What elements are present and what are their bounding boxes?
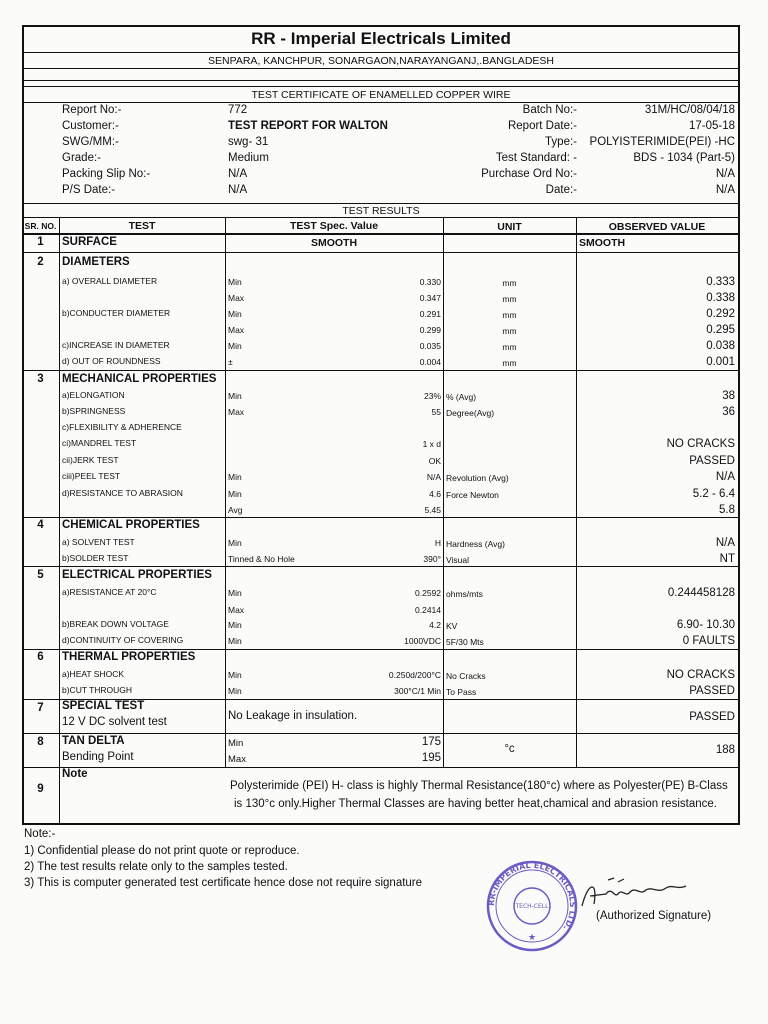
limit-label: Min <box>228 636 242 646</box>
info-value: N/A <box>228 184 248 196</box>
rule <box>22 217 740 218</box>
observed-value: 0.338 <box>706 292 735 304</box>
unit-value: No Cracks <box>446 671 486 681</box>
test-item: b)SPRINGNESS <box>62 406 126 416</box>
rule <box>22 52 740 53</box>
info-value: POLYISTERIMIDE(PEI) -HC <box>589 136 735 148</box>
spec-value: 1 x d <box>422 439 441 449</box>
row-number: 6 <box>37 651 44 663</box>
tan-delta-unit: °c <box>504 743 515 755</box>
test-item: d)CONTINUITY OF COVERING <box>62 635 184 645</box>
info-value: TEST REPORT FOR WALTON <box>228 120 388 132</box>
observed-value: 0.001 <box>706 356 735 368</box>
surface-observed: SMOOTH <box>579 237 626 249</box>
company-stamp <box>484 858 580 954</box>
info-value: N/A <box>715 184 735 196</box>
observed-value: 5.2 - 6.4 <box>692 488 735 500</box>
company-name: RR - Imperial Electricals Limited <box>251 29 511 48</box>
observed-value: NO CRACKS <box>666 669 735 681</box>
spec-value: 0.291 <box>419 309 441 319</box>
info-value: 17-05-18 <box>688 120 735 132</box>
spec-value: 0.2414 <box>415 605 441 615</box>
observed-value: 0.295 <box>706 324 735 336</box>
spec-value: 1000VDC <box>404 636 441 646</box>
limit-label: Min <box>228 538 242 548</box>
test-item: d)RESISTANCE TO ABRASION <box>62 488 183 498</box>
limit-label: Min <box>228 489 242 499</box>
section-title: SURFACE <box>62 236 117 248</box>
footer-note-3: 3) This is computer generated test certificate hence dose not require signature <box>24 877 423 889</box>
observed-value: N/A <box>715 471 735 483</box>
svg-text:RR-IMPERIAL ELECTRICALS LTD. <box>487 861 577 932</box>
test-item: a)RESISTANCE AT 20°C <box>62 587 157 597</box>
rule <box>22 649 740 650</box>
info-label: Report Date:- <box>507 120 577 132</box>
footer-note-2: 2) The test results relate only to the samples tested. <box>24 861 288 873</box>
limit-label: Max <box>228 293 245 303</box>
row-number: 1 <box>37 236 44 248</box>
test-item: b)SOLDER TEST <box>62 553 129 563</box>
info-label: Date:- <box>545 184 577 196</box>
spec-value: 390° <box>423 554 441 564</box>
unit-value: mm <box>502 358 517 368</box>
observed-value: 0 FAULTS <box>682 635 735 647</box>
tan-delta-observed: 188 <box>715 744 735 756</box>
info-value: Medium <box>228 152 269 164</box>
row-number: 5 <box>37 569 44 581</box>
spec-value: N/A <box>426 472 441 482</box>
section-title: MECHANICAL PROPERTIES <box>62 373 217 385</box>
test-item: b)BREAK DOWN VOLTAGE <box>62 619 169 629</box>
col-line <box>59 217 60 824</box>
test-item: b)CONDUCTER DIAMETER <box>62 308 171 318</box>
rule <box>22 86 740 87</box>
footer-note-1: 1) Confidential please do not print quote or reproduce. <box>24 845 300 857</box>
spec-value: 4.2 <box>429 620 441 630</box>
section-title: CHEMICAL PROPERTIES <box>62 519 200 531</box>
limit-label: Min <box>228 309 242 319</box>
spec-value: H <box>434 538 441 548</box>
results-title: TEST RESULTS <box>342 205 420 217</box>
test-item: a)ELONGATION <box>62 390 125 400</box>
col-line <box>225 217 226 767</box>
info-value: N/A <box>715 168 735 180</box>
spec-value: OK <box>428 456 441 466</box>
observed-value: NO CRACKS <box>666 438 735 450</box>
unit-value: To Pass <box>446 687 477 697</box>
spec-value: 23% <box>423 391 441 401</box>
special-test-detail: 12 V DC solvent test <box>62 716 167 728</box>
rule <box>22 566 740 567</box>
test-item: a) OVERALL DIAMETER <box>62 276 158 286</box>
row-number: 3 <box>37 373 44 385</box>
observed-value: PASSED <box>689 685 735 697</box>
observed-value: 0.244458128 <box>667 587 735 599</box>
note-line-1: Polysterimide (PEI) H- class is highly Thermal Resistance(180°c) where as Polyester(PE) B-Class <box>230 780 728 792</box>
spec-value: 0.299 <box>419 325 441 335</box>
row-number: 8 <box>37 736 44 748</box>
rule <box>22 80 740 81</box>
info-value: 31M/HC/08/04/18 <box>644 104 735 116</box>
limit-label: Min <box>228 670 242 680</box>
limit-label: Min <box>228 686 242 696</box>
observed-value: 6.90- 10.30 <box>676 619 735 631</box>
row-number: 4 <box>37 519 44 531</box>
spec-value: 300°C/1 Min <box>394 686 441 696</box>
rule <box>22 252 740 253</box>
stamp-text: RR-IMPERIAL ELECTRICALS LTD. <box>486 860 578 932</box>
observed-value: 0.292 <box>706 308 735 320</box>
info-label: Report No:- <box>62 104 122 116</box>
rule <box>22 203 740 204</box>
row-number: 2 <box>37 256 44 268</box>
info-value: BDS - 1034 (Part-5) <box>633 152 735 164</box>
observed-value: NT <box>719 553 735 565</box>
unit-value: Degree(Avg) <box>446 408 495 418</box>
company-address: SENPARA, KANCHPUR, SONARGAON,NARAYANGANJ,.BANGLADESH <box>208 55 554 67</box>
unit-value: 5F/30 Mts <box>446 637 484 647</box>
unit-value: mm <box>502 294 517 304</box>
info-label: Grade:- <box>62 152 101 164</box>
signature-label: (Authorized Signature) <box>596 910 712 922</box>
limit-label: Tinned & No Hole <box>228 554 295 564</box>
spec-value: 0.2592 <box>415 588 441 598</box>
special-test-spec: No Leakage in insulation. <box>228 710 358 722</box>
rule <box>22 517 740 518</box>
border-top <box>22 25 740 27</box>
test-item: ci)MANDREL TEST <box>62 438 137 448</box>
unit-value: % (Avg) <box>446 392 477 402</box>
test-item: c)INCREASE IN DIAMETER <box>62 340 170 350</box>
limit-label: Avg <box>228 505 243 515</box>
info-value: N/A <box>228 168 248 180</box>
unit-value: mm <box>502 310 517 320</box>
tan-delta-min-value: 175 <box>421 736 441 748</box>
section-title: DIAMETERS <box>62 256 130 268</box>
info-value: swg- 31 <box>228 136 269 148</box>
observed-value: 0.038 <box>706 340 735 352</box>
certificate-title: TEST CERTIFICATE OF ENAMELLED COPPER WIRE <box>251 89 511 101</box>
test-item: d) OUT OF ROUNDNESS <box>62 356 161 366</box>
info-label: Test Standard: - <box>495 152 577 164</box>
unit-value: Force Newton <box>446 490 499 500</box>
section-title: ELECTRICAL PROPERTIES <box>62 569 212 581</box>
spec-value: 0.347 <box>419 293 441 303</box>
rule <box>22 767 740 768</box>
stamp-star-icon: ★ <box>527 932 537 942</box>
limit-label: Min <box>228 391 242 401</box>
test-item: a)HEAT SHOCK <box>62 669 125 679</box>
limit-label: ± <box>228 357 233 367</box>
spec-value: 0.250d/200°C <box>388 670 441 680</box>
test-item: a) SOLVENT TEST <box>62 537 135 547</box>
rule <box>22 823 740 825</box>
unit-value: mm <box>502 278 517 288</box>
info-value: 772 <box>228 104 248 116</box>
row-number: 9 <box>37 783 44 795</box>
special-test-title: SPECIAL TEST <box>62 700 145 712</box>
info-label: Customer:- <box>62 120 119 132</box>
section-title: THERMAL PROPERTIES <box>62 651 196 663</box>
limit-label: Min <box>228 620 242 630</box>
tan-delta-detail: Bending Point <box>62 751 134 763</box>
unit-value: Revolution (Avg) <box>446 473 509 483</box>
header-spec: TEST Spec. Value <box>289 220 379 232</box>
observed-value: PASSED <box>689 455 735 467</box>
rule <box>22 102 740 103</box>
spec-value: 0.035 <box>419 341 441 351</box>
header-unit: UNIT <box>497 221 522 233</box>
note-label: Note <box>62 768 88 780</box>
observed-value: N/A <box>715 537 735 549</box>
unit-value: mm <box>502 326 517 336</box>
header-test: TEST <box>128 220 156 232</box>
header-observed: OBSERVED VALUE <box>608 221 706 233</box>
footer-title: Note:- <box>24 828 56 840</box>
surface-spec: SMOOTH <box>310 237 358 249</box>
unit-value: KV <box>446 621 458 631</box>
border-right <box>738 25 740 825</box>
observed-value: 5.8 <box>719 504 735 516</box>
unit-value: Hardness (Avg) <box>446 539 505 549</box>
limit-label: Min <box>228 277 242 287</box>
spec-value: 55 <box>431 407 441 417</box>
observed-value: 38 <box>722 390 735 402</box>
rule <box>22 733 740 734</box>
spec-value: 0.004 <box>419 357 441 367</box>
tan-delta-max-value: 195 <box>421 752 441 764</box>
tan-delta-max-label: Max <box>228 754 246 765</box>
info-label: SWG/MM:- <box>62 136 119 148</box>
test-item: ciii)PEEL TEST <box>62 471 121 481</box>
limit-label: Min <box>228 472 242 482</box>
special-test-observed: PASSED <box>689 711 735 723</box>
tan-delta-title: TAN DELTA <box>62 735 125 747</box>
test-item: b)CUT THROUGH <box>62 685 133 695</box>
observed-value: 36 <box>722 406 735 418</box>
info-label: Purchase Ord No:- <box>481 168 577 180</box>
info-label: Packing Slip No:- <box>62 168 151 180</box>
observed-value: 0.333 <box>706 276 735 288</box>
limit-label: Max <box>228 325 245 335</box>
unit-value: Visual <box>446 555 469 565</box>
limit-label: Min <box>228 341 242 351</box>
spec-value: 4.6 <box>429 489 441 499</box>
info-label: Batch No:- <box>522 104 577 116</box>
note-line-2: is 130°c only.Higher Thermal Classes are having better heat,chamical and abrasion resistance. <box>234 798 717 810</box>
unit-value: ohms/mts <box>446 589 483 599</box>
rule <box>22 233 740 235</box>
info-label: P/S Date:- <box>62 184 116 196</box>
rule <box>22 68 740 69</box>
header-sr: SR. NO. <box>24 221 57 231</box>
row-number: 7 <box>37 702 44 714</box>
limit-label: Max <box>228 605 245 615</box>
tan-delta-min-label: Min <box>228 738 244 749</box>
info-label: Type:- <box>545 136 577 148</box>
spec-value: 0.330 <box>419 277 441 287</box>
spec-value: 5.45 <box>424 505 441 515</box>
unit-value: mm <box>502 342 517 352</box>
limit-label: Max <box>228 407 245 417</box>
limit-label: Min <box>228 588 242 598</box>
stamp-inner-text: TECH-CELL <box>515 903 549 910</box>
rule <box>22 370 740 371</box>
test-item: c)FLEXIBILITY & ADHERENCE <box>62 422 182 432</box>
test-item: cii)JERK TEST <box>62 455 119 465</box>
